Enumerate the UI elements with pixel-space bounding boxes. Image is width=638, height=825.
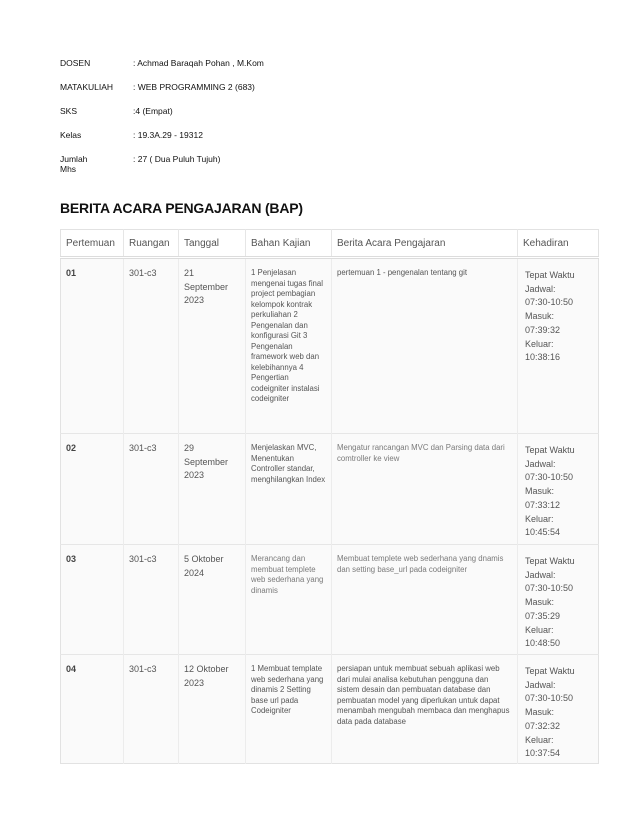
page-title: BERITA ACARA PENGAJARAN (BAP) [60,200,303,216]
info-value: : 19.3A.29 - 19312 [133,130,203,140]
cell-pertemuan: 03 [61,545,124,655]
cell-bahan-kajian: Menjelaskan MVC, Menentukan Controller standar, menghilangkan Index [246,434,332,545]
attendance-status: Tepat Waktu [525,666,575,676]
bap-table [60,229,599,764]
check-in-value: 07:35:29 [525,610,561,621]
table-row [61,655,599,764]
check-out-value: 10:38:16 [525,352,561,363]
header-bahan-kajian: Bahan Kajian [246,230,332,258]
check-in-value: 07:33:12 [525,499,561,510]
check-out-label: Keluar: [525,624,554,635]
header-kehadiran: Kehadiran [518,230,599,258]
cell-bahan-kajian: 1 Penjelasan mengenai tugas final project pembagian kelompok kontrak perkuliahan 2 Pengenalan dan konfigurasi Git 3 Pengenalan framework web dan kelebihannya 4 Pengertian codeigniter instalasi codeigniter [246,258,332,434]
info-label: Jumlah Mhs [60,154,88,174]
info-label: MATAKULIAH [60,82,114,92]
cell-bahan-kajian: 1 Membuat template web sederhana yang dinamis 2 Setting base url pada Codeigniter [246,655,332,764]
check-in-label: Masuk: [525,311,555,322]
table-row [61,434,599,545]
info-value: : WEB PROGRAMMING 2 (683) [133,82,255,92]
info-value: :4 (Empat) [133,106,173,116]
schedule-value: 07:30-10:50 [525,583,574,594]
info-label: Kelas [60,130,82,140]
cell-berita-acara: Membuat templete web sederhana yang dnamis dan setting base_url pada codeigniter [332,545,518,655]
check-in-label: Masuk: [525,597,555,608]
schedule-value: 07:30-10:50 [525,472,574,483]
cell-pertemuan: 02 [61,434,124,545]
info-value: : Achmad Baraqah Pohan , M.Kom [133,58,264,68]
check-out-value: 10:45:54 [525,527,561,538]
check-in-value: 07:39:32 [525,324,561,335]
header-tanggal: Tanggal [179,230,246,258]
header-ruangan: Ruangan [124,230,179,258]
schedule-label: Jadwal: [525,283,556,294]
table-header-row [61,230,599,258]
info-label: DOSEN [60,58,91,68]
table-row [61,258,599,434]
cell-bahan-kajian: Merancang dan membuat templete web sederhana yang dinamis [246,545,332,655]
cell-kehadiran [518,434,599,545]
cell-berita-acara: persiapan untuk membuat sebuah aplikasi web dari mulai analisa kebutuhan pengguna dan sistem desain dan pembuatan database dan pembuatan model yang diperlukan untuk dapat menambah mengubah membaca dan menghapus data pada database [332,655,518,764]
cell-ruangan: 301-c3 [124,258,179,434]
check-in-value: 07:32:32 [525,720,561,731]
header-pertemuan: Pertemuan [61,230,124,258]
cell-pertemuan: 04 [61,655,124,764]
schedule-label: Jadwal: [525,458,556,469]
cell-kehadiran [518,545,599,655]
check-in-label: Masuk: [525,707,555,718]
info-label: SKS [60,106,78,116]
cell-tanggal: 29 September 2023 [179,434,246,545]
check-out-value: 10:37:54 [525,748,561,759]
schedule-label: Jadwal: [525,569,556,580]
info-value: : 27 ( Dua Puluh Tujuh) [133,154,221,164]
cell-tanggal: 21 September 2023 [179,258,246,434]
cell-ruangan: 301-c3 [124,545,179,655]
cell-berita-acara: Mengatur rancangan MVC dan Parsing data dari comtroller ke view [332,434,518,545]
cell-kehadiran [518,258,599,434]
schedule-value: 07:30-10:50 [525,297,574,308]
cell-kehadiran [518,655,599,764]
check-out-value: 10:48:50 [525,638,561,649]
attendance-status: Tepat Waktu [525,445,575,455]
table-row [61,545,599,655]
check-out-label: Keluar: [525,338,554,349]
check-in-label: Masuk: [525,486,555,497]
attendance-status: Tepat Waktu [525,556,575,566]
cell-berita-acara: pertemuan 1 - pengenalan tentang git [332,258,518,434]
check-out-label: Keluar: [525,513,554,524]
header-berita-acara: Berita Acara Pengajaran [332,230,518,258]
cell-pertemuan: 01 [61,258,124,434]
check-out-label: Keluar: [525,734,554,745]
cell-ruangan: 301-c3 [124,434,179,545]
attendance-status: Tepat Waktu [525,270,575,280]
cell-ruangan: 301-c3 [124,655,179,764]
schedule-label: Jadwal: [525,679,556,690]
schedule-value: 07:30-10:50 [525,693,574,704]
cell-tanggal: 12 Oktober 2023 [179,655,246,764]
cell-tanggal: 5 Oktober 2024 [179,545,246,655]
